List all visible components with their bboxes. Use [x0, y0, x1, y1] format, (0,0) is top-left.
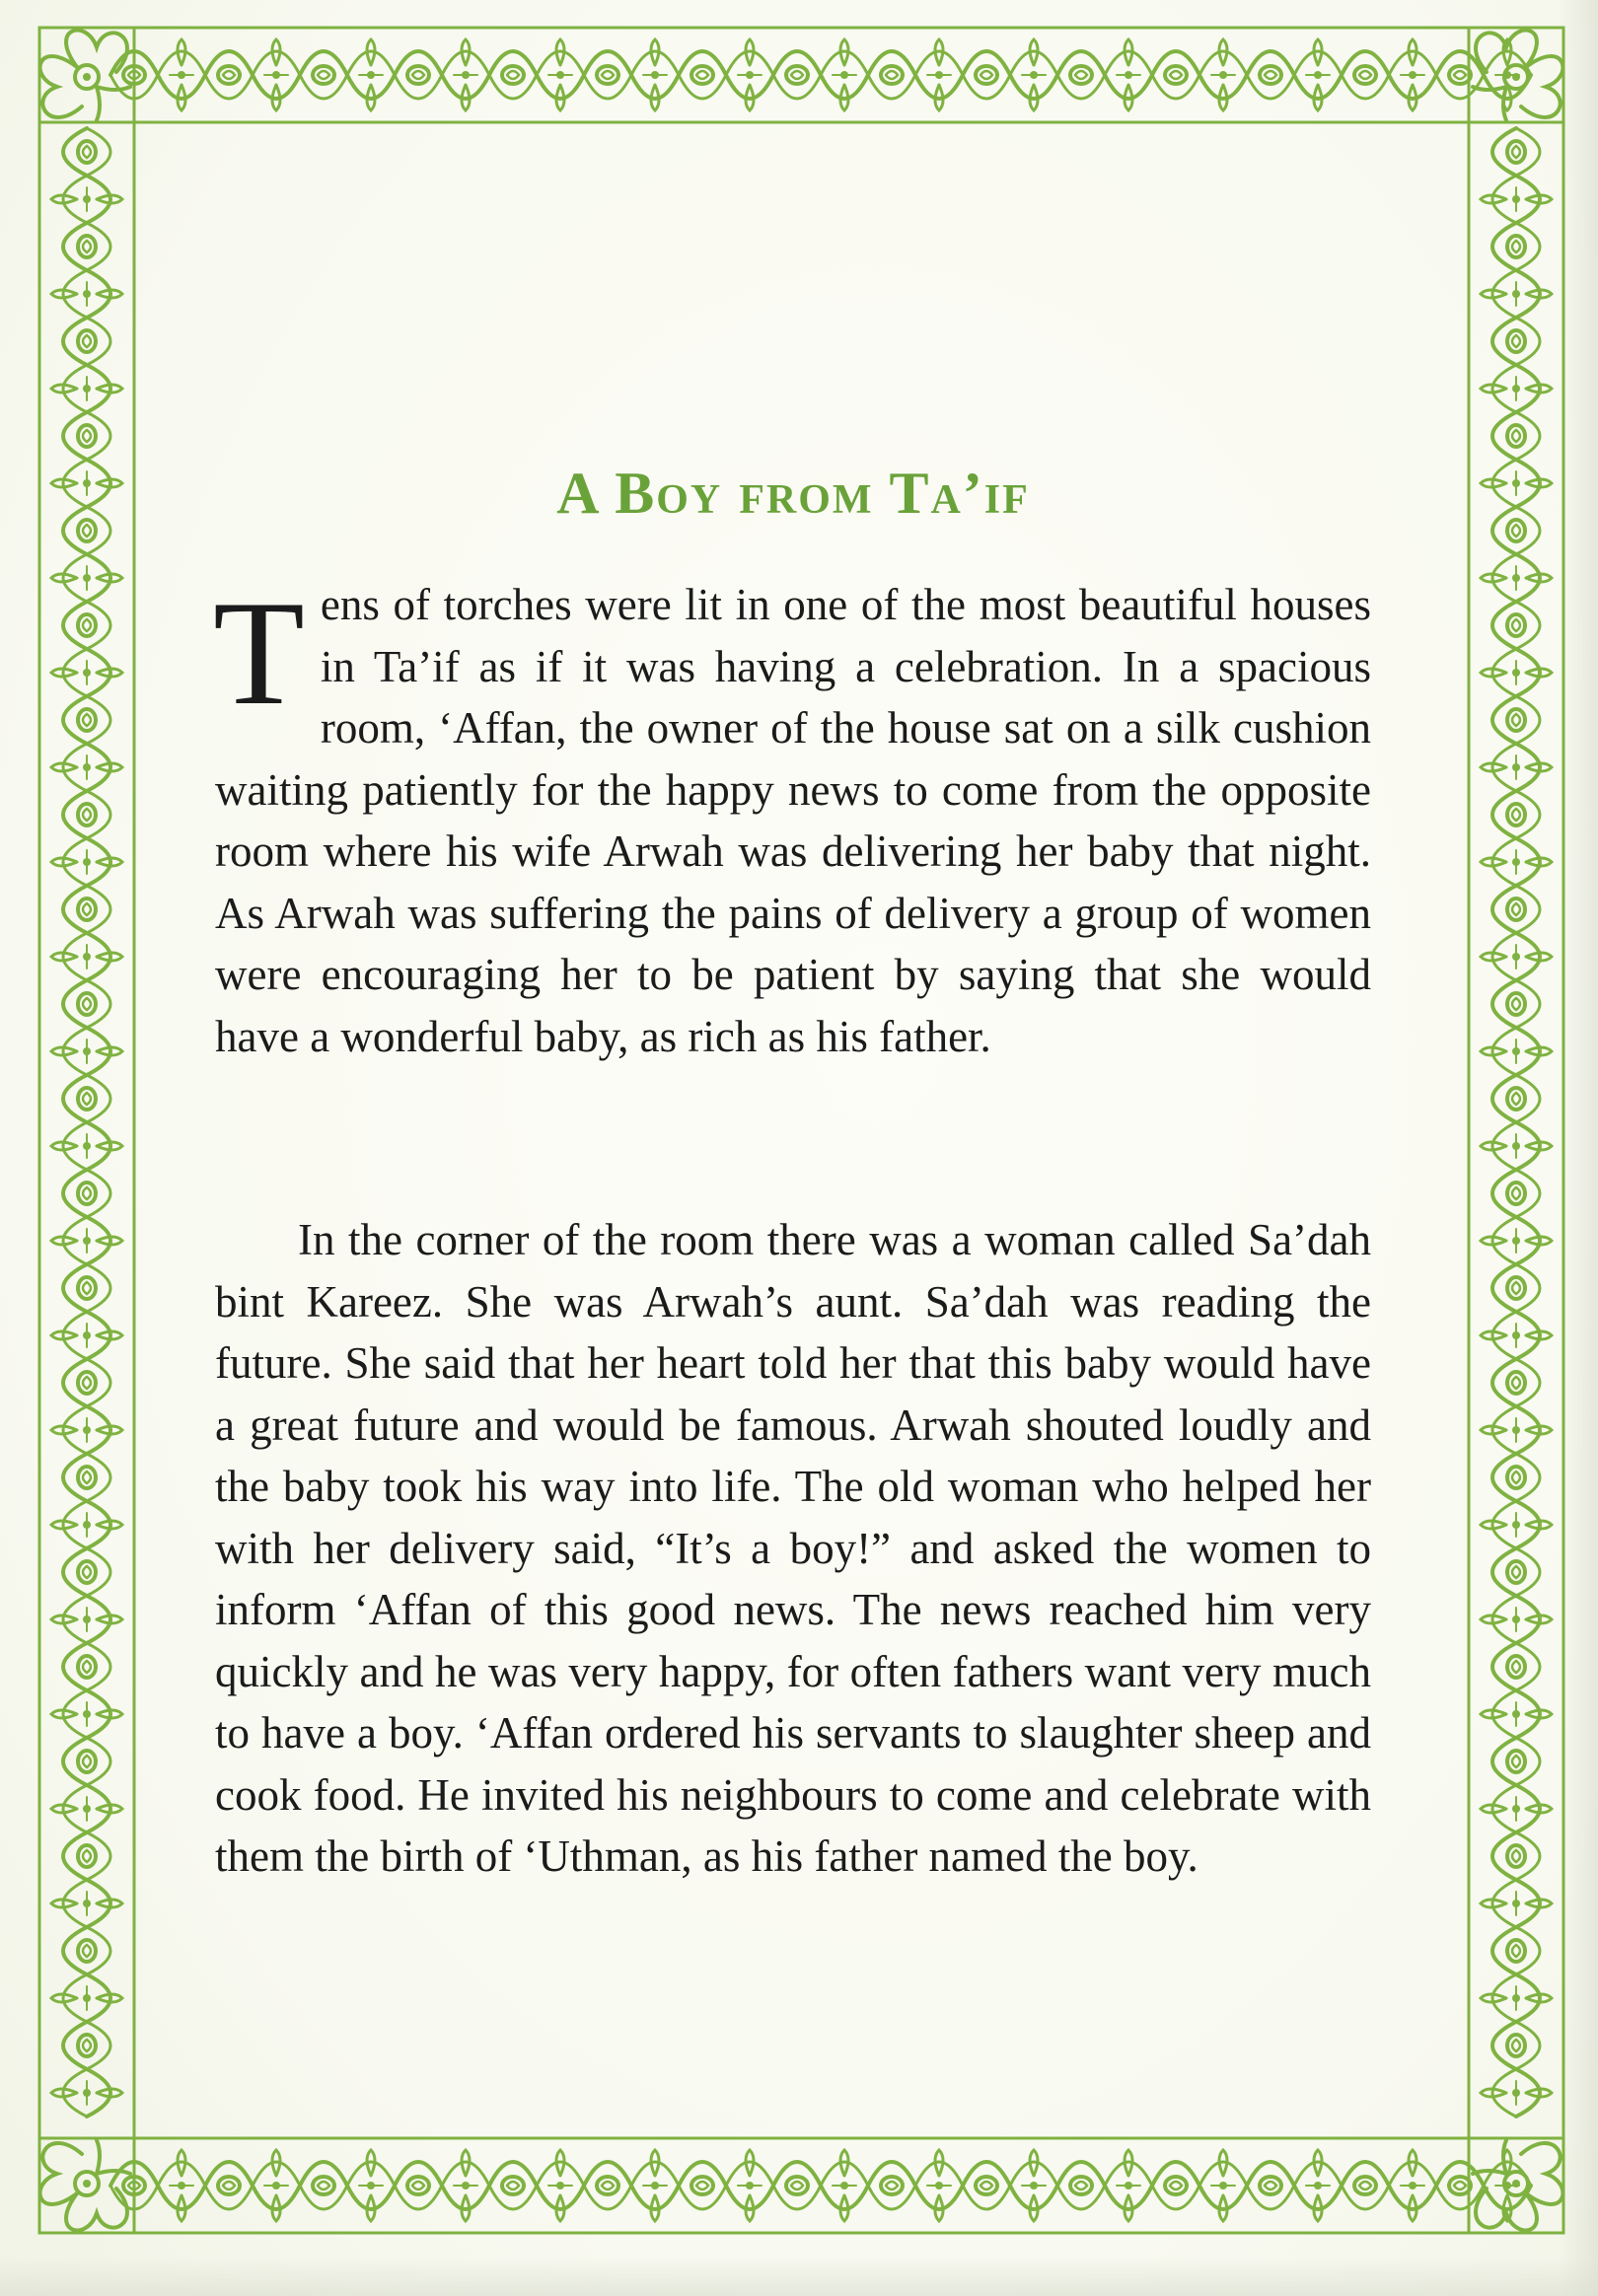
border-right: [1469, 28, 1563, 2233]
drop-cap: T: [213, 570, 305, 736]
paragraph-1-text: ens of torches were lit in one of the most beautiful houses in Ta’if as if it was having a celebration. In a spacious room, ‘Affan, the owner of the house sat on a silk cushion waiting patiently for the happy news to come from the opposite room where his wife Arwah was delivering her baby that night. As Arwah was suffering the pains of delivery a group of women were encouraging her to be patient by saying that she would have a wonderful baby, as rich as his father.: [215, 580, 1371, 1061]
paragraph-1: [213, 570, 1371, 1067]
chapter-title: A Boy from Ta’if: [556, 461, 1030, 526]
border-corner-bottom-right: [1473, 2140, 1562, 2230]
border-corner-top-right: [1473, 31, 1562, 120]
border-top: [39, 28, 1563, 122]
border-corner-top-left: [40, 31, 130, 120]
border-corner-bottom-left: [40, 2140, 130, 2230]
paragraph-2: In the corner of the room there was a woman called Sa’dah bint Kareez. She was Arwah’s aunt. Sa’dah was reading the future. She said that her heart told her that this baby would have a great future and would be famous. Arwah shouted loudly and the baby took his way into life. The old woman who helped her with her delivery said, “It’s a boy!” and asked the women to inform ‘Affan of this good news. The news reached him very quickly and he was very happy, for often fathers want very much to have a boy. ‘Affan ordered his servants to slaughter sheep and cook food. He invited his neighbours to come and celebrate with them the birth of ‘Uthman, as his father named the boy.: [215, 1215, 1371, 1881]
border-left: [39, 28, 134, 2233]
border-bottom: [39, 2138, 1563, 2233]
